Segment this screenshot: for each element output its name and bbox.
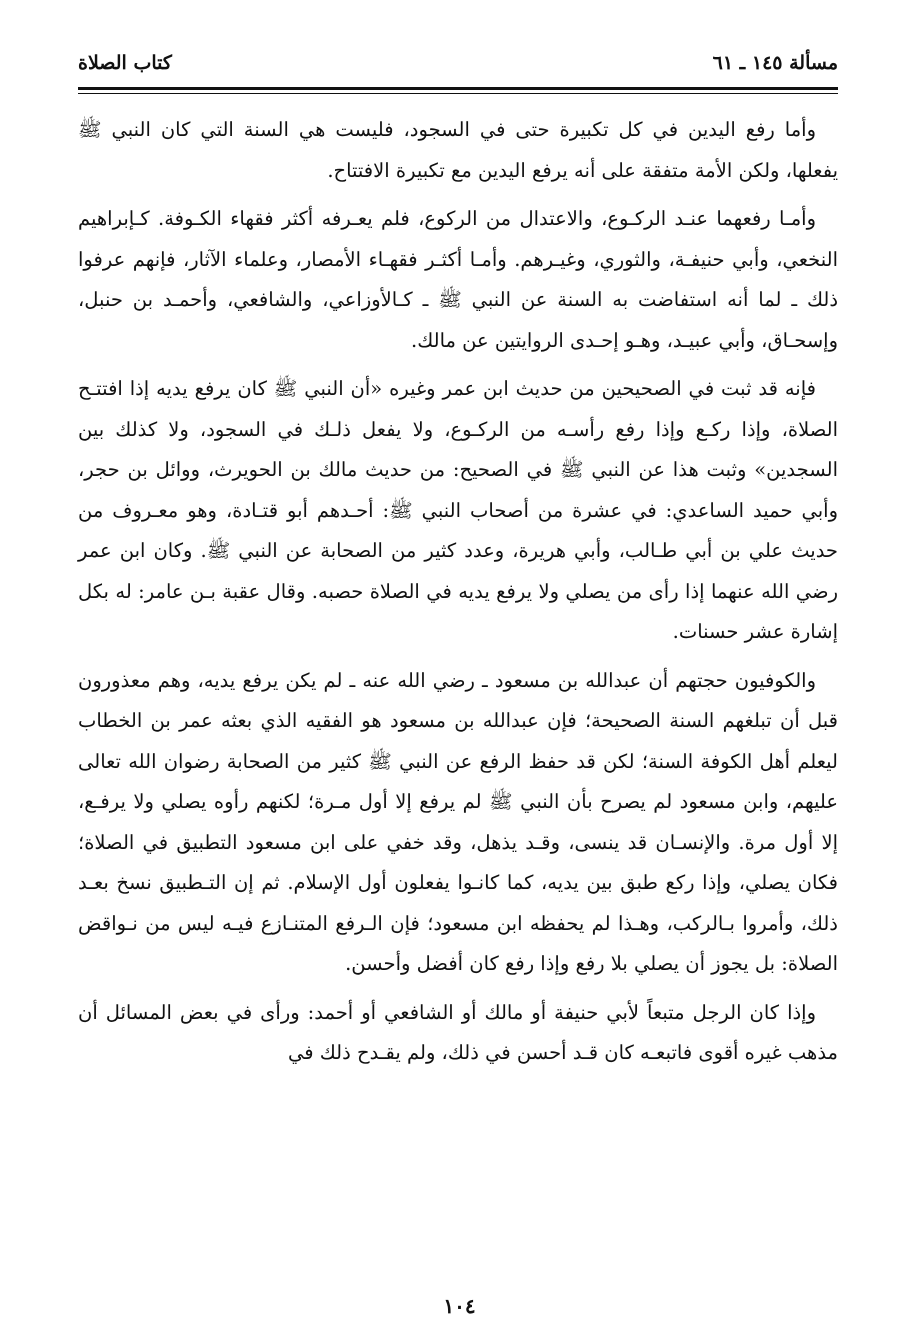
header-rule-thin <box>78 93 838 94</box>
body-text <box>78 110 838 1074</box>
paragraph-2: وأمـا رفعهما عنـد الركـوع، والاعتدال من الركوع، فلم يعـرفه أكثر فقهاء الكـوفة. كـإبراهيم النخعي، وأبي حنيفـة، والثوري، وغيـرهم. وأمـا أكثـر فقهـاء الأمصار، وعلماء الآثار، فإنهم عرفوا ذلك ـ لما أنه استفاضت به السنة عن النبي ﷺ ـ كـالأوزاعي، والشافعي، وأحمـد بن حنبل، وإسحـاق، وأبي عبيـد، وهـو إحـدى الروايتين عن مالك. <box>78 207 838 352</box>
paragraph-1: وأما رفع اليدين في كل تكبيرة حتى في السجود، فليست هي السنة التي كان النبي ﷺ يفعلها، ولكن الأمة متفقة على أنه يرفع اليدين مع تكبيرة الافتتاح. <box>78 118 838 182</box>
header-rule-thick <box>78 87 838 90</box>
paragraph-5: وإذا كان الرجل متبعاً لأبي حنيفة أو مالك أو الشافعي أو أحمد: ورأى في بعض المسائل أن مذهب غيره أقوى فاتبعـه كان قـد أحسن في ذلك، ولم يقـدح ذلك في <box>78 1000 838 1064</box>
book-title: كتاب الصلاة <box>78 52 172 74</box>
running-header <box>78 52 838 82</box>
page-number: ١٠٤ <box>443 1294 476 1318</box>
paragraph-4: والكوفيون حجتهم أن عبدالله بن مسعود ـ رضي الله عنه ـ لم يكن يرفع يديه، وهم معذورون قبل أن تبلغهم السنة الصحيحة؛ فإن عبدالله بن مسعود هو الفقيه الذي بعثه عمر بن الخطاب ليعلم أهل الكوفة السنة؛ لكن قد حفظ الرفع عن النبي ﷺ كثير من الصحابة رضوان الله تعالى عليهم، وابن مسعود لم يصرح بأن النبي ﷺ لم يرفع إلا أول مـرة؛ لكنهم رأوه يصلي ولا يرفـع، إلا أول مرة. والإنسـان قد ينسى، وقـد يذهل، وقد خفي على ابن مسعود التطبيق في الصلاة؛ فكان يصلي، وإذا ركع طبق بين يديه، كما كانـوا يفعلون أول الإسلام. ثم إن التـطبيق نسخ بعـد ذلك، وأمروا بـالركب، وهـذا لم يحفظه ابن مسعود؛ فإن الـرفع المتنـازع فيـه ليس من نـواقض الصلاة: بل يجوز أن يصلي بلا رفع وإذا رفع كان أفضل وأحسن. <box>78 668 838 975</box>
paragraph-3: فإنه قد ثبت في الصحيحين من حديث ابن عمر وغيره «أن النبي ﷺ كان يرفع يديه إذا افتتـح الصلاة، وإذا ركـع وإذا رفع رأسـه من الركـوع، ولا يفعل ذلـك في السجود، ولا كذلك بين السجدين» وثبت هذا عن النبي ﷺ في الصحيح: من حديث مالك بن الحويرث، ووائل بن حجر، وأبي حميد الساعدي: في عشرة من أصحاب النبي ﷺ: أحـدهم أبو قتـادة، وهو معـروف من حديث علي بن أبي طـالب، وأبي هريرة، وعدد كثير من الصحابة عن النبي ﷺ. وكان ابن عمر رضي الله عنهما إذا رأى من يصلي ولا يرفع يديه في الصلاة حصبه. وقال عقبة بـن عامر: له بكل إشارة عشر حسنات. <box>78 377 838 643</box>
issue-number: مسألة ١٤٥ ـ ٦١ <box>712 52 838 74</box>
